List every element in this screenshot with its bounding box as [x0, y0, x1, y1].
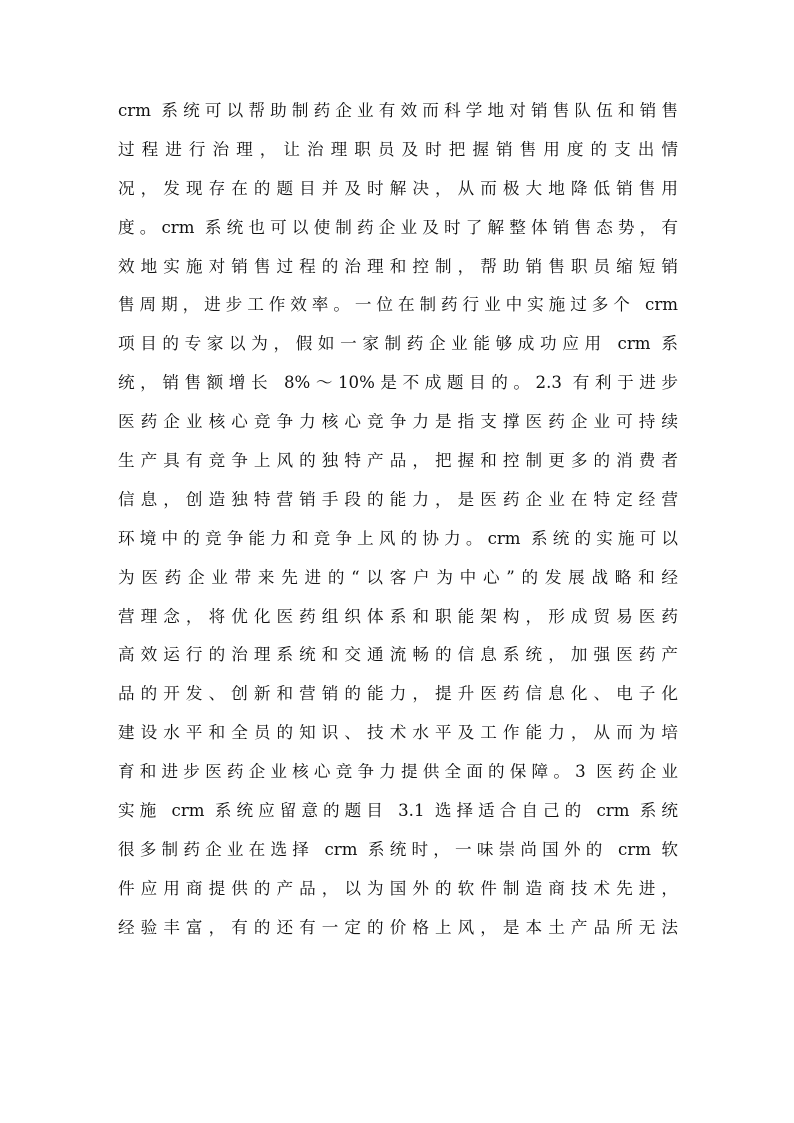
text-line: 统，销售额增长 8%～10%是不成题目的。2.3 有利于进步 [118, 373, 678, 393]
text-line: 实施 crm 系统应留意的题目 3.1 选择适合自己的 crm 系统 [118, 801, 678, 821]
text-line: 医药企业核心竞争力核心竞争力是指支撑医药企业可持续 [118, 412, 678, 432]
text-line: 况，发现存在的题目并及时解决，从而极大地降低销售用 [118, 178, 678, 198]
body-text [118, 92, 678, 948]
text-line: 经验丰富，有的还有一定的价格上风，是本土产品所无法 [118, 917, 678, 937]
text-line: crm 系统可以帮助制药企业有效而科学地对销售队伍和销售 [118, 101, 678, 120]
text-line: 为医药企业带来先进的“以客户为中心”的发展战略和经 [118, 567, 678, 587]
text-line: 售周期，进步工作效率。一位在制药行业中实施过多个 crm [118, 295, 678, 315]
text-line: 环境中的竞争能力和竞争上风的协力。crm 系统的实施可以 [118, 528, 678, 548]
text-line: 信息，创造独特营销手段的能力，是医药企业在特定经营 [118, 489, 678, 509]
text-line: 品的开发、创新和营销的能力，提升医药信息化、电子化 [118, 684, 678, 704]
text-line: 育和进步医药企业核心竞争力提供全面的保障。3 医药企业 [118, 762, 678, 782]
text-line: 高效运行的治理系统和交通流畅的信息系统，加强医药产 [118, 645, 678, 665]
text-line: 生产具有竞争上风的独特产品，把握和控制更多的消费者 [118, 451, 678, 471]
text-line: 度。crm 系统也可以使制药企业及时了解整体销售态势，有 [118, 217, 678, 237]
text-line: 项目的专家以为，假如一家制药企业能够成功应用 crm 系 [118, 334, 678, 354]
text-line: 过程进行治理，让治理职员及时把握销售用度的支出情 [118, 139, 678, 159]
text-line: 件应用商提供的产品，以为国外的软件制造商技术先进， [118, 878, 678, 898]
text-line: 效地实施对销售过程的治理和控制，帮助销售职员缩短销 [118, 256, 678, 276]
text-line: 营理念，将优化医药组织体系和职能架构，形成贸易医药 [118, 606, 678, 626]
text-line: 很多制药企业在选择 crm 系统时，一味崇尚国外的 crm 软 [118, 839, 678, 859]
text-line: 建设水平和全员的知识、技术水平及工作能力，从而为培 [118, 723, 678, 743]
